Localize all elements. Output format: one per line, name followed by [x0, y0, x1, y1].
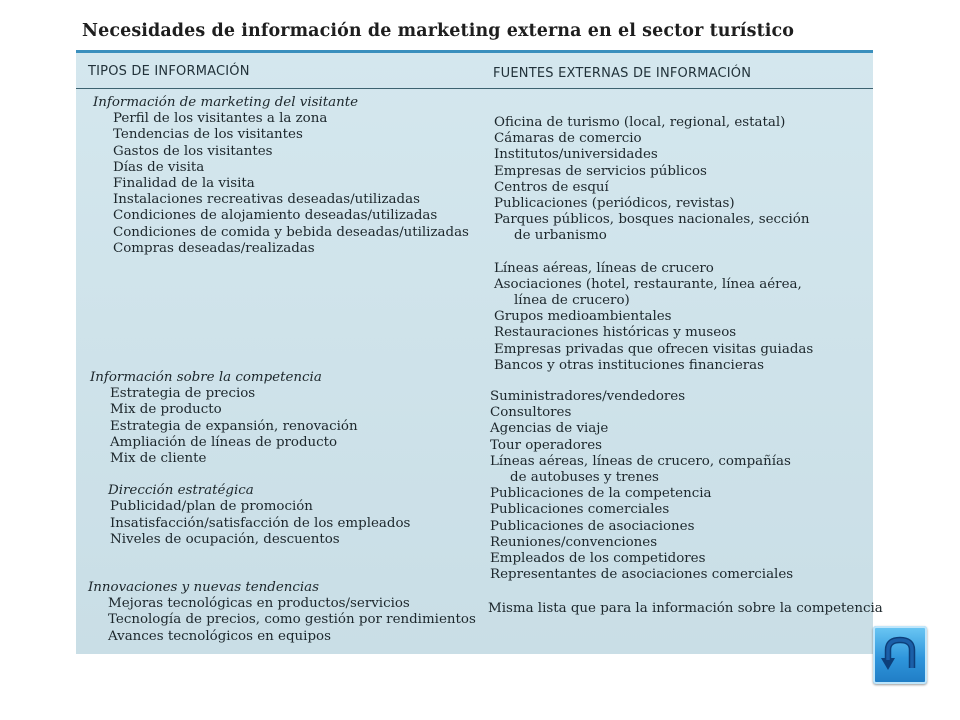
list-item: Condiciones de comida y bebida deseadas/utilizadas [113, 224, 469, 240]
competition-section [90, 370, 410, 548]
list-item: Tour operadores [490, 437, 603, 453]
list-item: Mix de cliente [110, 451, 207, 467]
list-item: Perfil de los visitantes a la zona [113, 111, 328, 127]
list-item: de autobuses y trenes [510, 470, 659, 486]
list-item: Mejoras tecnológicas en productos/servicios [108, 596, 410, 612]
list-item: Grupos medioambientales [494, 309, 672, 325]
section-heading: Innovaciones y nuevas tendencias [88, 580, 320, 595]
list-item: Instalaciones recreativas deseadas/utilizadas [113, 192, 420, 208]
list-item: Líneas aéreas, líneas de crucero, compañías [490, 453, 791, 469]
list-item: Consultores [490, 405, 572, 421]
list-item: de urbanismo [514, 228, 607, 244]
list-item: Ampliación de líneas de producto [110, 434, 338, 450]
back-button[interactable] [873, 626, 927, 684]
list-item: Publicaciones de la competencia [490, 486, 712, 502]
list-item: Empresas privadas que ofrecen visitas guiadas [494, 341, 814, 357]
list-item: Estrategia de expansión, renovación [110, 418, 358, 434]
section-heading: Dirección estratégica [108, 483, 254, 499]
list-item: Bancos y otras instituciones financieras [494, 357, 765, 373]
list-item: Centros de esquí [494, 179, 609, 195]
list-item: Insatisfacción/satisfacción de los empleados [110, 515, 411, 531]
list-item: Días de visita [113, 159, 205, 175]
list-item: Publicaciones (periódicos, revistas) [494, 196, 735, 212]
list-item: Parques públicos, bosques nacionales, sección [494, 212, 810, 228]
list-item: Tendencias de los visitantes [113, 127, 303, 143]
list-item: Reuniones/convenciones [490, 534, 658, 550]
section-heading: Información de marketing del visitante [93, 95, 359, 110]
page-title: Necesidades de información de marketing externa en el sector turístico [82, 21, 795, 41]
header-types: TIPOS DE INFORMACIÓN [88, 64, 250, 79]
sources-innovation [488, 601, 883, 617]
list-item: Agencias de viaje [490, 421, 609, 437]
list-item: Institutos/universidades [494, 147, 658, 163]
sources-visitor [494, 115, 813, 374]
list-item: Empleados de los competidores [490, 551, 706, 567]
information-table [76, 50, 883, 654]
header-rule [76, 88, 873, 89]
list-item: Mix de producto [110, 402, 222, 418]
list-item: Suministradores/vendedores [490, 389, 686, 404]
list-item: Gastos de los visitantes [113, 143, 273, 159]
header-sources: FUENTES EXTERNAS DE INFORMACIÓN [493, 66, 752, 81]
list-item: Condiciones de alojamiento deseadas/utilizadas [113, 208, 438, 224]
list-item: Publicidad/plan de promoción [110, 499, 313, 515]
list-item: Estrategia de precios [110, 386, 256, 402]
list-item: Compras deseadas/realizadas [113, 240, 315, 256]
list-item: Oficina de turismo (local, regional, estatal) [494, 115, 786, 130]
list-item: Finalidad de la visita [113, 176, 255, 192]
section-heading: Información sobre la competencia [90, 370, 322, 385]
visitor-section [93, 95, 469, 257]
innovation-section [88, 580, 476, 645]
list-item: Publicaciones de asociaciones [490, 518, 695, 534]
list-item: Líneas aéreas, líneas de crucero [494, 260, 714, 276]
u-turn-back-icon [880, 634, 920, 676]
list-item: Cámaras de comercio [494, 131, 642, 147]
top-rule [76, 50, 873, 53]
sources-competition [490, 389, 793, 583]
list-item: Avances tecnológicos en equipos [108, 628, 331, 644]
list-item: línea de crucero) [514, 293, 630, 309]
list-item: Asociaciones (hotel, restaurante, línea aérea, [494, 276, 802, 292]
list-item: Tecnología de precios, como gestión por rendimientos [108, 612, 476, 628]
list-item: Restauraciones históricas y museos [494, 325, 737, 341]
list-item: Publicaciones comerciales [490, 502, 670, 518]
list-item: Representantes de asociaciones comerciales [490, 567, 794, 583]
list-item: Empresas de servicios públicos [494, 163, 707, 179]
list-item: Niveles de ocupación, descuentos [110, 531, 340, 547]
list-item: Misma lista que para la información sobre la competencia [488, 601, 883, 616]
